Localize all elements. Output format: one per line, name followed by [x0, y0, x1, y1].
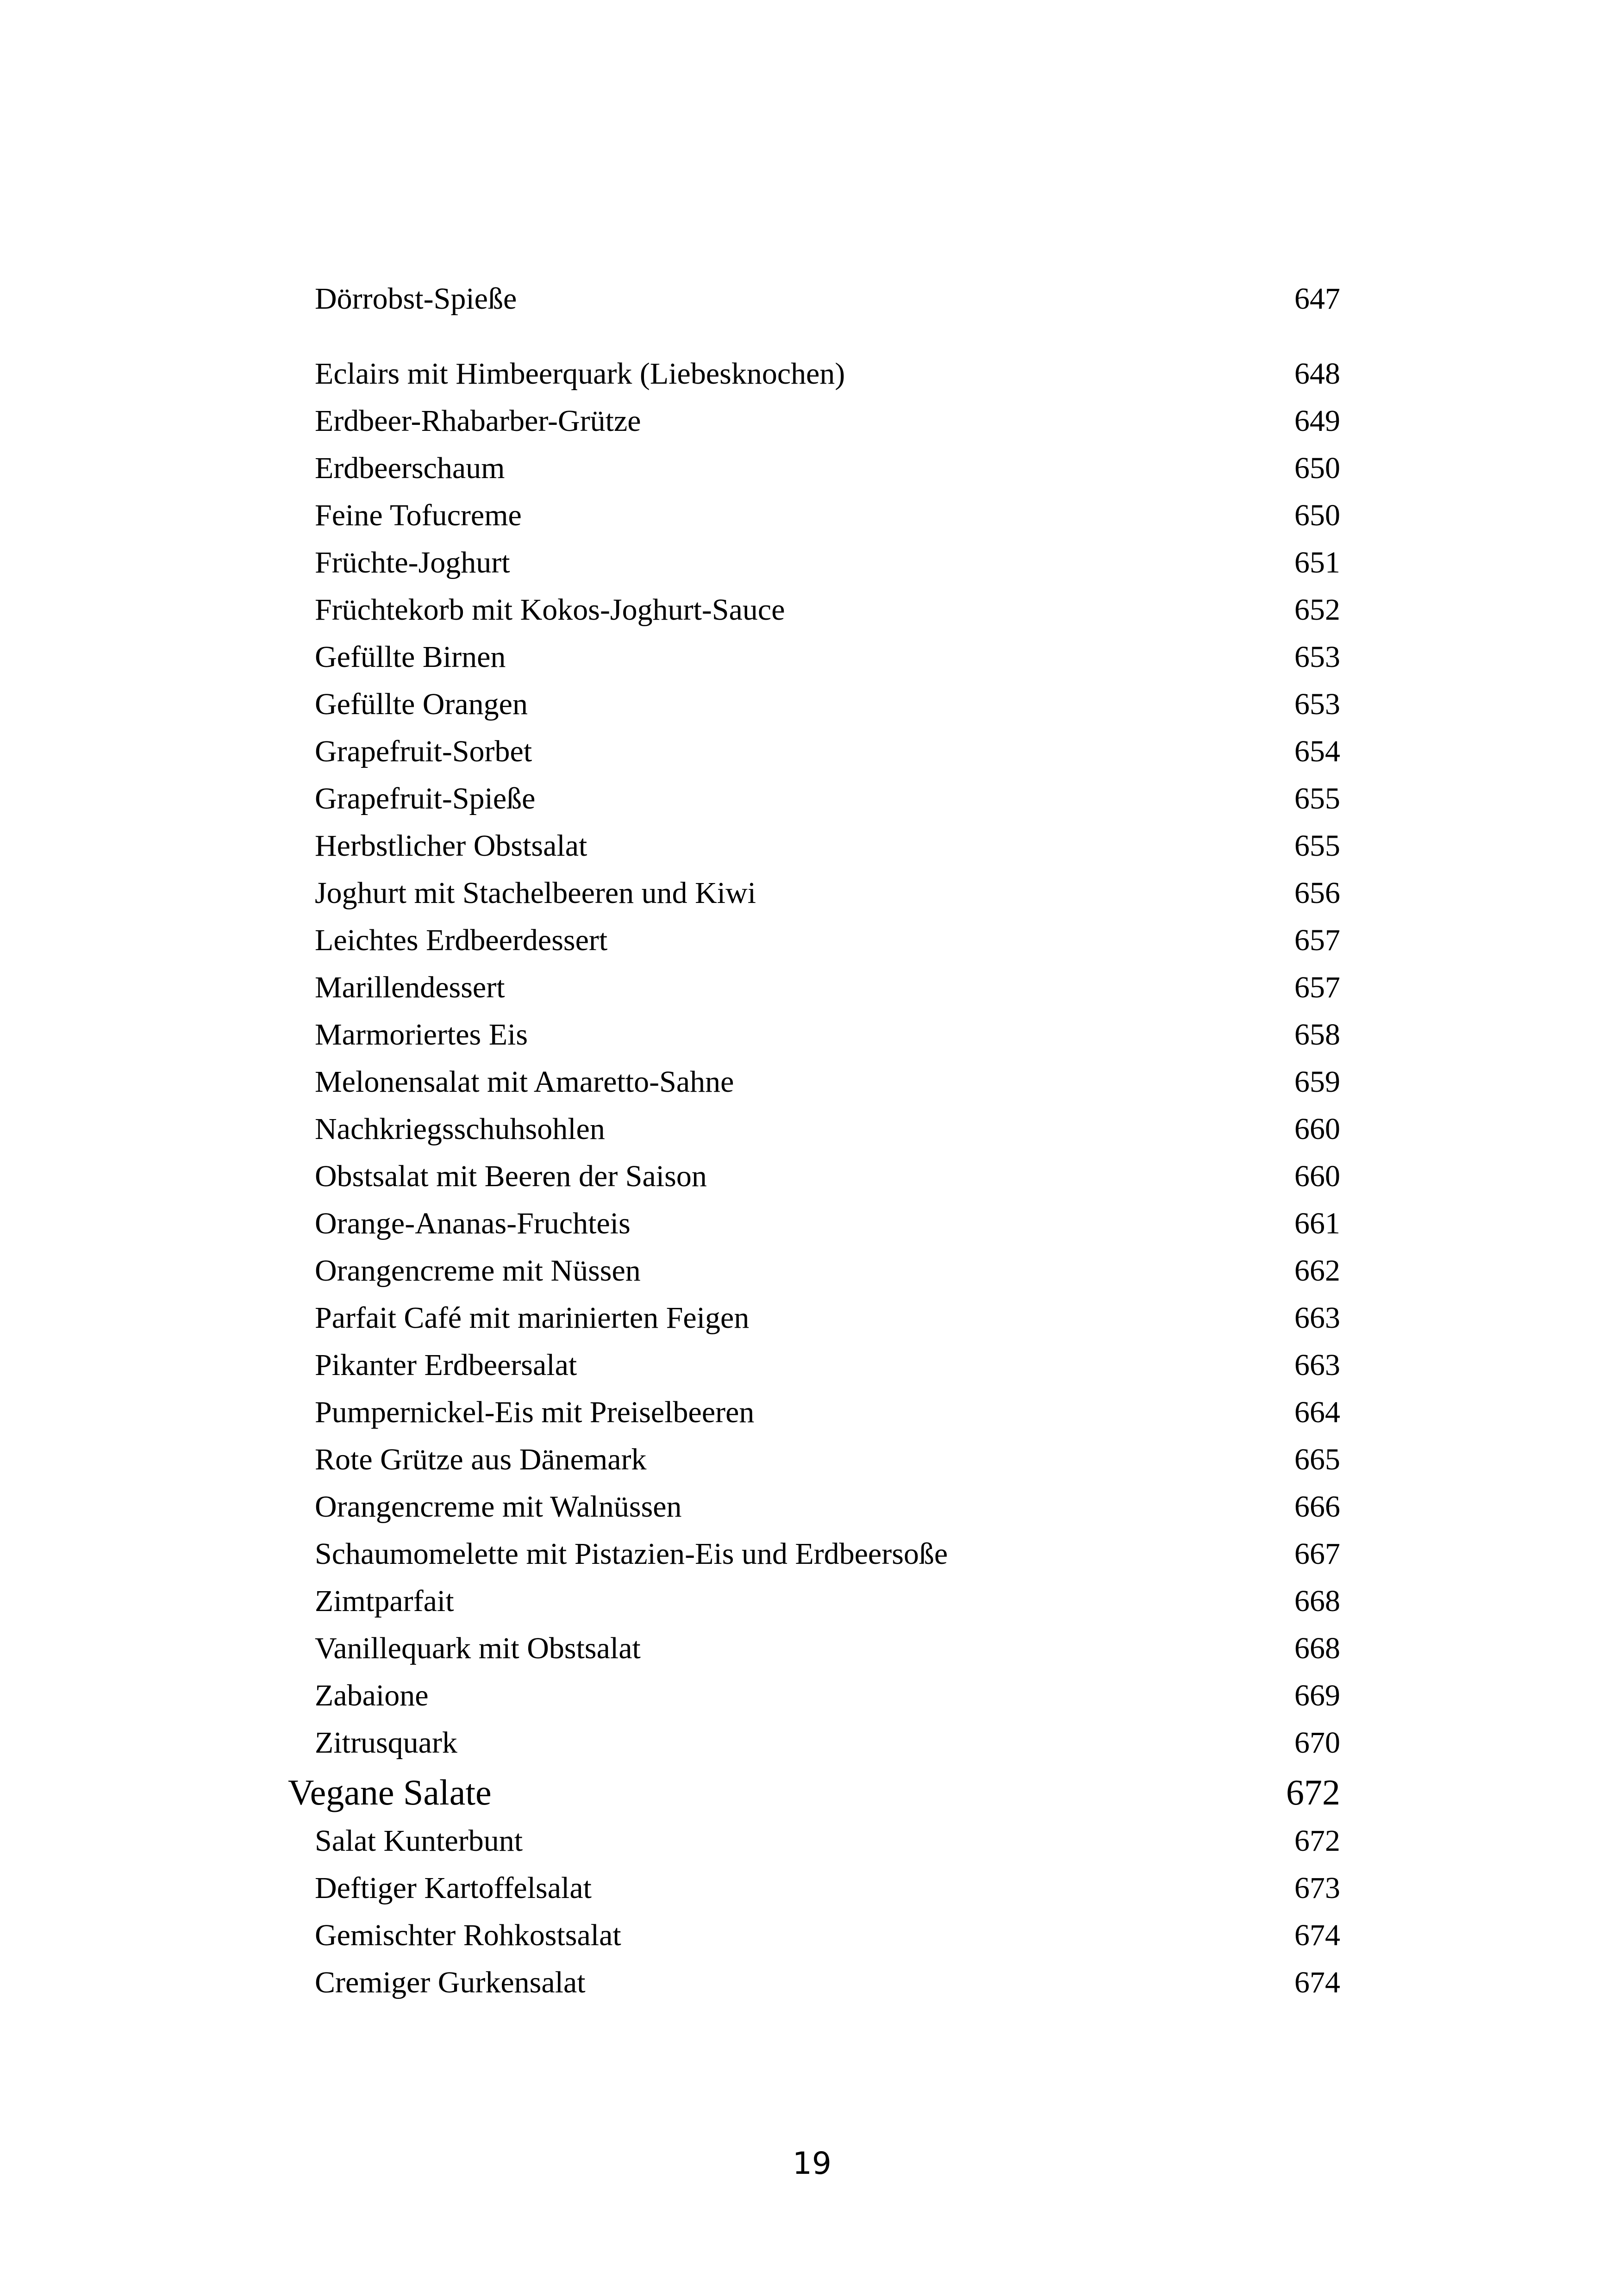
toc-entry-page-number: 654 [1294, 734, 1340, 768]
toc-entry-title: Grapefruit-Spieße [315, 782, 536, 815]
toc-entry-title: Deftiger Kartoffelsalat [315, 1871, 592, 1905]
toc-entry[interactable] [315, 1153, 1340, 1200]
toc-entry-page-number: 650 [1294, 498, 1340, 532]
toc-entry[interactable] [315, 1531, 1340, 1578]
toc-entry-page-number: 661 [1294, 1207, 1340, 1240]
toc-entry-page-number: 672 [1286, 1772, 1340, 1812]
toc-entry-title: Salat Kunterbunt [315, 1824, 523, 1858]
toc-entry[interactable] [315, 586, 1340, 634]
toc-entry[interactable] [315, 1389, 1340, 1436]
toc-entry-title: Vegane Salate [288, 1772, 492, 1812]
toc-entry-page-number: 665 [1294, 1443, 1340, 1476]
toc-entry-page-number: 672 [1294, 1824, 1340, 1858]
toc-entry[interactable] [315, 1436, 1340, 1483]
toc-entry-page-number: 674 [1294, 1918, 1340, 1952]
toc-entry-page-number: 656 [1294, 876, 1340, 910]
toc-entry-title: Früchte-Joghurt [315, 546, 510, 579]
toc-entry[interactable] [315, 1294, 1340, 1342]
toc-entry-title: Pikanter Erdbeersalat [315, 1348, 577, 1382]
toc-entry-page-number: 662 [1294, 1254, 1340, 1288]
toc-section-heading[interactable] [288, 1765, 1340, 1820]
toc-entry-page-number: 659 [1294, 1065, 1340, 1099]
toc-entry-title: Orange-Ananas-Fruchteis [315, 1207, 631, 1240]
toc-entry-title: Eclairs mit Himbeerquark (Liebesknochen) [315, 357, 845, 391]
toc-entry-page-number: 670 [1294, 1726, 1340, 1760]
toc-entry-page-number: 666 [1294, 1490, 1340, 1524]
toc-entry[interactable] [315, 822, 1340, 870]
toc-entry[interactable] [315, 681, 1340, 728]
toc-entry[interactable] [315, 1817, 1340, 1865]
toc-entry[interactable] [315, 1719, 1340, 1767]
toc-entry-page-number: 648 [1294, 357, 1340, 391]
toc-entry-page-number: 657 [1294, 971, 1340, 1004]
toc-entry-page-number: 647 [1294, 282, 1340, 316]
toc-entry[interactable] [315, 1625, 1340, 1672]
toc-entry[interactable] [315, 1959, 1340, 2006]
toc-entry-page-number: 658 [1294, 1018, 1340, 1052]
toc-entry[interactable] [315, 634, 1340, 681]
toc-entry[interactable] [315, 1865, 1340, 1912]
toc-entry-page-number: 668 [1294, 1631, 1340, 1665]
toc-entry-title: Obstsalat mit Beeren der Saison [315, 1159, 707, 1193]
toc-entry-page-number: 650 [1294, 451, 1340, 485]
toc-entry-title: Gemischter Rohkostsalat [315, 1918, 621, 1952]
toc-entry[interactable] [315, 728, 1340, 775]
toc-entry-title: Pumpernickel-Eis mit Preiselbeeren [315, 1395, 755, 1429]
toc-entry-title: Gefüllte Birnen [315, 640, 506, 674]
toc-entry[interactable] [315, 870, 1340, 917]
toc-entry-page-number: 655 [1294, 829, 1340, 863]
page-number: 19 [793, 2146, 831, 2181]
toc-entry[interactable] [315, 1247, 1340, 1294]
toc-entry[interactable] [315, 1672, 1340, 1719]
toc-entry-page-number: 660 [1294, 1159, 1340, 1193]
toc-entry-page-number: 655 [1294, 782, 1340, 815]
toc-entry-title: Marillendessert [315, 971, 505, 1004]
toc-entry-page-number: 651 [1294, 546, 1340, 579]
toc-entry-page-number: 660 [1294, 1112, 1340, 1146]
toc-entry[interactable] [315, 1106, 1340, 1153]
toc-entry-title: Marmoriertes Eis [315, 1018, 528, 1052]
toc-entry[interactable] [315, 917, 1340, 964]
toc-entry[interactable] [315, 398, 1340, 445]
toc-entry-title: Gefüllte Orangen [315, 687, 528, 721]
toc-entry-title: Zitrusquark [315, 1726, 457, 1760]
toc-entry-title: Erdbeer-Rhabarber-Grütze [315, 404, 641, 438]
toc-entry-title: Zabaione [315, 1679, 429, 1712]
toc-entry-title: Vanillequark mit Obstsalat [315, 1631, 641, 1665]
toc-entry[interactable] [315, 350, 1340, 398]
toc-entry-title: Parfait Café mit marinierten Feigen [315, 1301, 750, 1335]
toc-entry[interactable] [315, 1342, 1340, 1389]
toc-entry-page-number: 669 [1294, 1679, 1340, 1712]
toc-entry[interactable] [315, 1058, 1340, 1106]
toc-entry-title: Herbstlicher Obstsalat [315, 829, 587, 863]
toc-entry[interactable] [315, 445, 1340, 492]
toc-entry[interactable] [315, 275, 1340, 323]
toc-entry[interactable] [315, 964, 1340, 1011]
toc-entry-title: Cremiger Gurkensalat [315, 1966, 586, 1999]
toc-entry-page-number: 652 [1294, 593, 1340, 627]
toc-entry-title: Zimtparfait [315, 1584, 454, 1618]
toc-entry[interactable] [315, 1912, 1340, 1959]
toc-entry[interactable] [315, 1578, 1340, 1625]
toc-entry-page-number: 649 [1294, 404, 1340, 438]
toc-entry[interactable] [315, 1011, 1340, 1058]
toc-entry-title: Dörrobst-Spieße [315, 282, 517, 316]
toc-entry-page-number: 664 [1294, 1395, 1340, 1429]
toc-entry[interactable] [315, 1483, 1340, 1531]
toc-entry-title: Nachkriegsschuhsohlen [315, 1112, 605, 1146]
toc-entry-page-number: 663 [1294, 1348, 1340, 1382]
toc-entry-title: Feine Tofucreme [315, 498, 522, 532]
toc-entry-page-number: 657 [1294, 923, 1340, 957]
toc-entry-title: Orangencreme mit Nüssen [315, 1254, 641, 1288]
toc-entry-page-number: 668 [1294, 1584, 1340, 1618]
toc-entry-page-number: 653 [1294, 640, 1340, 674]
toc-entry-page-number: 663 [1294, 1301, 1340, 1335]
toc-entry-title: Leichtes Erdbeerdessert [315, 923, 608, 957]
toc-entry[interactable] [315, 1200, 1340, 1247]
toc-entry-title: Schaumomelette mit Pistazien-Eis und Erdbeersoße [315, 1537, 948, 1571]
toc-entry-title: Rote Grütze aus Dänemark [315, 1443, 647, 1476]
toc-entry-page-number: 673 [1294, 1871, 1340, 1905]
toc-entry-page-number: 674 [1294, 1966, 1340, 1999]
toc-entry-page-number: 653 [1294, 687, 1340, 721]
toc-entry-title: Grapefruit-Sorbet [315, 734, 532, 768]
toc-entry-title: Joghurt mit Stachelbeeren und Kiwi [315, 876, 756, 910]
toc-entry-title: Früchtekorb mit Kokos-Joghurt-Sauce [315, 593, 785, 627]
toc-entry-page-number: 667 [1294, 1537, 1340, 1571]
toc-entry[interactable] [315, 492, 1340, 539]
toc-entry[interactable] [315, 539, 1340, 586]
toc-entry-title: Melonensalat mit Amaretto-Sahne [315, 1065, 734, 1099]
toc-entry-title: Orangencreme mit Walnüssen [315, 1490, 682, 1524]
toc-entry-title: Erdbeerschaum [315, 451, 505, 485]
toc-entry[interactable] [315, 775, 1340, 822]
